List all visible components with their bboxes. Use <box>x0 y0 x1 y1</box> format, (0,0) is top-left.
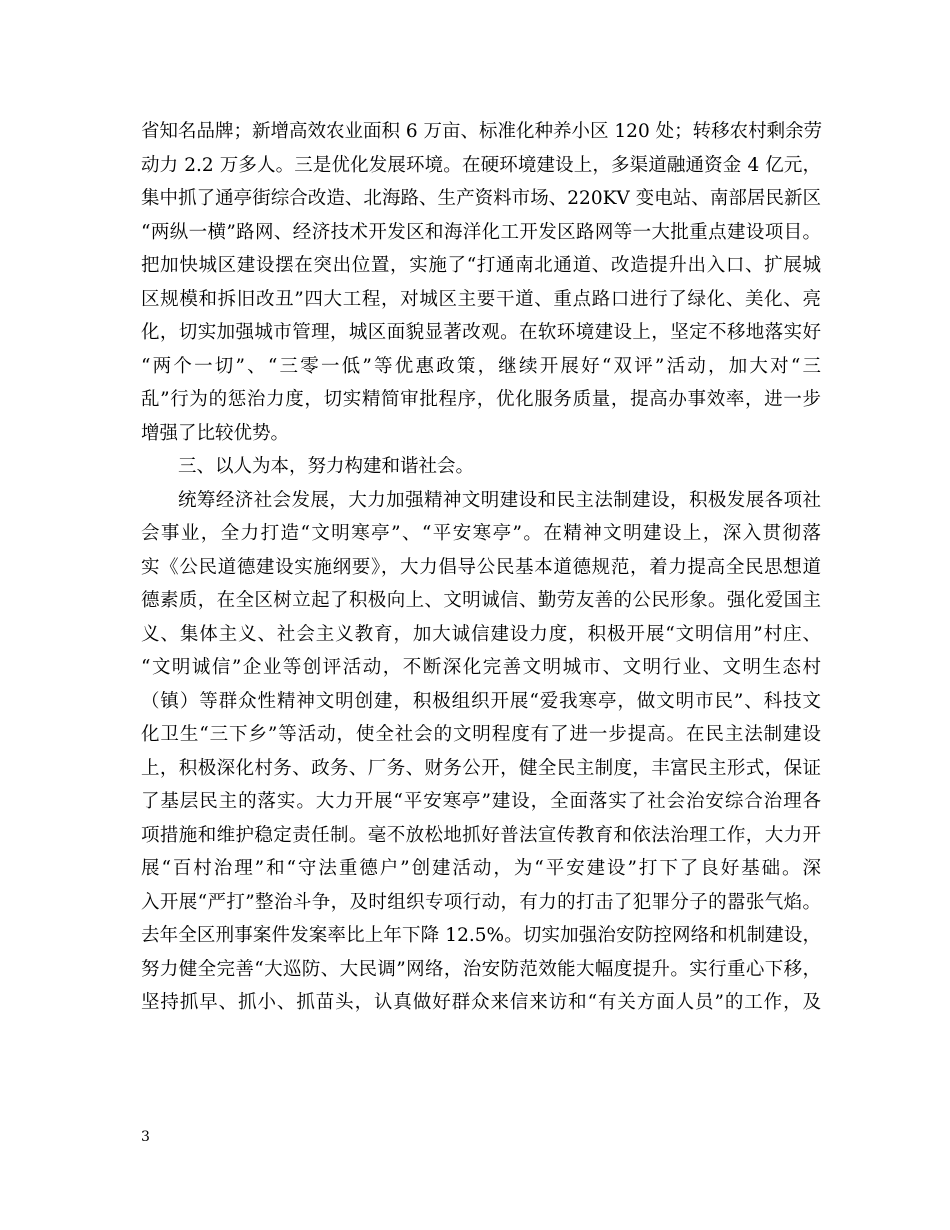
text-line: “两纵一横”路网、经济技术开发区和海洋化工开发区路网等一大批重点建设项目。 <box>141 221 821 243</box>
text-line: 德素质，在全区树立起了积极向上、文明诚信、勤劳友善的公民形象。强化爱国主 <box>141 590 821 611</box>
text-line: 上，积极深化村务、政务、厂务、财务公开，健全民主制度，丰富民主形式，保证 <box>141 757 821 779</box>
paragraph-last-line: 增强了比较优势。 <box>141 422 290 444</box>
text-line: 省知名品牌；新增高效农业面积 6 万亩、标准化种养小区 120 处；转移农村剩余劳 <box>141 121 823 142</box>
text-line: 集中抓了通亭街综合改造、北海路、生产资料市场、220KV 变电站、南部居民新区 <box>141 188 821 209</box>
text-line: 区规模和拆旧改丑”四大工程，对城区主要干道、重点路口进行了绿化、美化、亮 <box>141 288 821 310</box>
text-line: 坚持抓早、抓小、抓苗头，认真做好群众来信来访和“有关方面人员”的工作，及 <box>141 992 821 1013</box>
text-line: 入开展“严打”整治斗争，及时组织专项行动，有力的打击了犯罪分子的嚣张气焰。 <box>141 891 821 913</box>
paragraph-first-line: 统筹经济社会发展，大力加强精神文明建设和民主法制建设，积极发展各项社 <box>178 489 821 511</box>
text-line: 义、集体主义、社会主义教育，加大诚信建设力度，积极开展“文明信用”村庄、 <box>141 623 821 645</box>
text-line: 去年全区刑事案件发案率比上年下降 12.5%。切实加强治安防控网络和机制建设， <box>141 925 821 946</box>
text-line: 项措施和维护稳定责任制。毫不放松地抓好普法宣传教育和依法治理工作，大力开 <box>141 824 821 846</box>
text-line: 努力健全完善“大巡防、大民调”网络，治安防范效能大幅度提升。实行重心下移， <box>141 958 821 980</box>
text-line: 乱”行为的惩治力度，切实精简审批程序，优化服务质量，提高办事效率，进一步 <box>141 389 821 410</box>
text-line: 会事业，全力打造“文明寒亭”、“平安寒亭”。在精神文明建设上，深入贯彻落 <box>141 523 821 544</box>
text-line: 实《公民道德建设实施纲要》，大力倡导公民基本道德规范，着力提高全民思想道 <box>141 556 821 578</box>
text-line: 展“百村治理”和“守法重德户”创建活动，为“平安建设”打下了良好基础。深 <box>141 858 821 879</box>
document-body <box>141 115 821 1020</box>
text-line: 动力 2.2 万多人。三是优化发展环境。在硬环境建设上，多渠道融通资金 4 亿元， <box>141 154 821 176</box>
page-number: 3 <box>141 1129 150 1145</box>
text-line: 把加快城区建设摆在突出位置，实施了“打通南北通道、改造提升出入口、扩展城 <box>141 255 821 276</box>
text-line: （镇）等群众性精神文明创建，积极组织开展“爱我寒亭，做文明市民”、科技文 <box>141 690 821 712</box>
text-line: “文明诚信”企业等创评活动，不断深化完善文明城市、文明行业、文明生态村 <box>141 657 821 678</box>
text-line: 了基层民主的落实。大力开展“平安寒亭”建设，全面落实了社会治安综合治理各 <box>141 791 821 812</box>
section-heading: 三、以人为本，努力构建和谐社会。 <box>178 456 475 477</box>
text-line: “两个一切”、“三零一低”等优惠政策，继续开展好“双评”活动，加大对“三 <box>141 355 821 377</box>
text-line: 化卫生“三下乡”等活动，使全社会的文明程度有了进一步提高。在民主法制建设 <box>141 724 821 745</box>
text-line: 化，切实加强城市管理，城区面貌显著改观。在软环境建设上，坚定不移地落实好 <box>141 322 821 343</box>
